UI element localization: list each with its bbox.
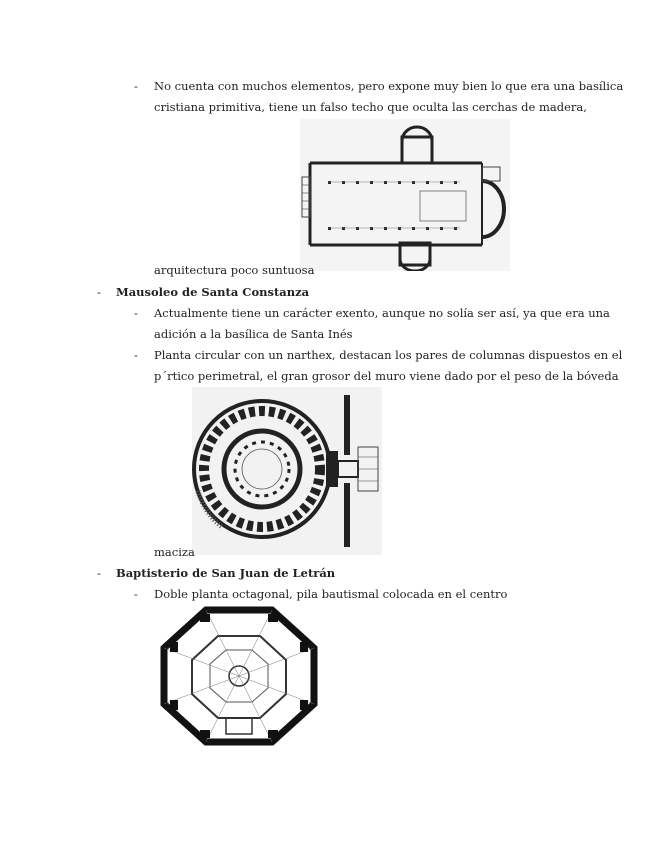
paragraph-line: p´rtico perimetral, el gran grosor del muro viene dado por el peso de la bóveda (154, 369, 619, 383)
paragraph-line: Doble planta octagonal, pila bautismal colocada en el centro (154, 587, 508, 601)
basilica-floor-plan-icon (300, 119, 510, 271)
main-bullet: - (97, 285, 101, 299)
section-heading: Mausoleo de Santa Constanza (116, 285, 310, 299)
section-heading: Baptisterio de San Juan de Letrán (116, 566, 336, 580)
paragraph-line: Planta circular con un narthex, destacan los pares de columnas dispuestos en el (154, 348, 623, 362)
paragraph-line: adición a la basílica de Santa Inés (154, 327, 353, 341)
mausoleum-floor-plan-icon (192, 387, 382, 555)
sub-bullet: - (134, 306, 138, 320)
sub-bullet: - (134, 348, 138, 362)
paragraph-line: arquitectura poco suntuosa (154, 263, 315, 277)
sub-bullet: - (134, 79, 138, 93)
paragraph-line: Actualmente tiene un carácter exento, aunque no solía ser así, ya que era una (154, 306, 610, 320)
paragraph-line: maciza (154, 545, 195, 559)
baptistery-floor-plan-icon (160, 606, 318, 746)
paragraph-line: No cuenta con muchos elementos, pero expone muy bien lo que era una basílica (154, 79, 624, 93)
main-bullet: - (97, 566, 101, 580)
sub-bullet: - (134, 587, 138, 601)
paragraph-line: cristiana primitiva, tiene un falso techo que oculta las cerchas de madera, (154, 100, 587, 114)
